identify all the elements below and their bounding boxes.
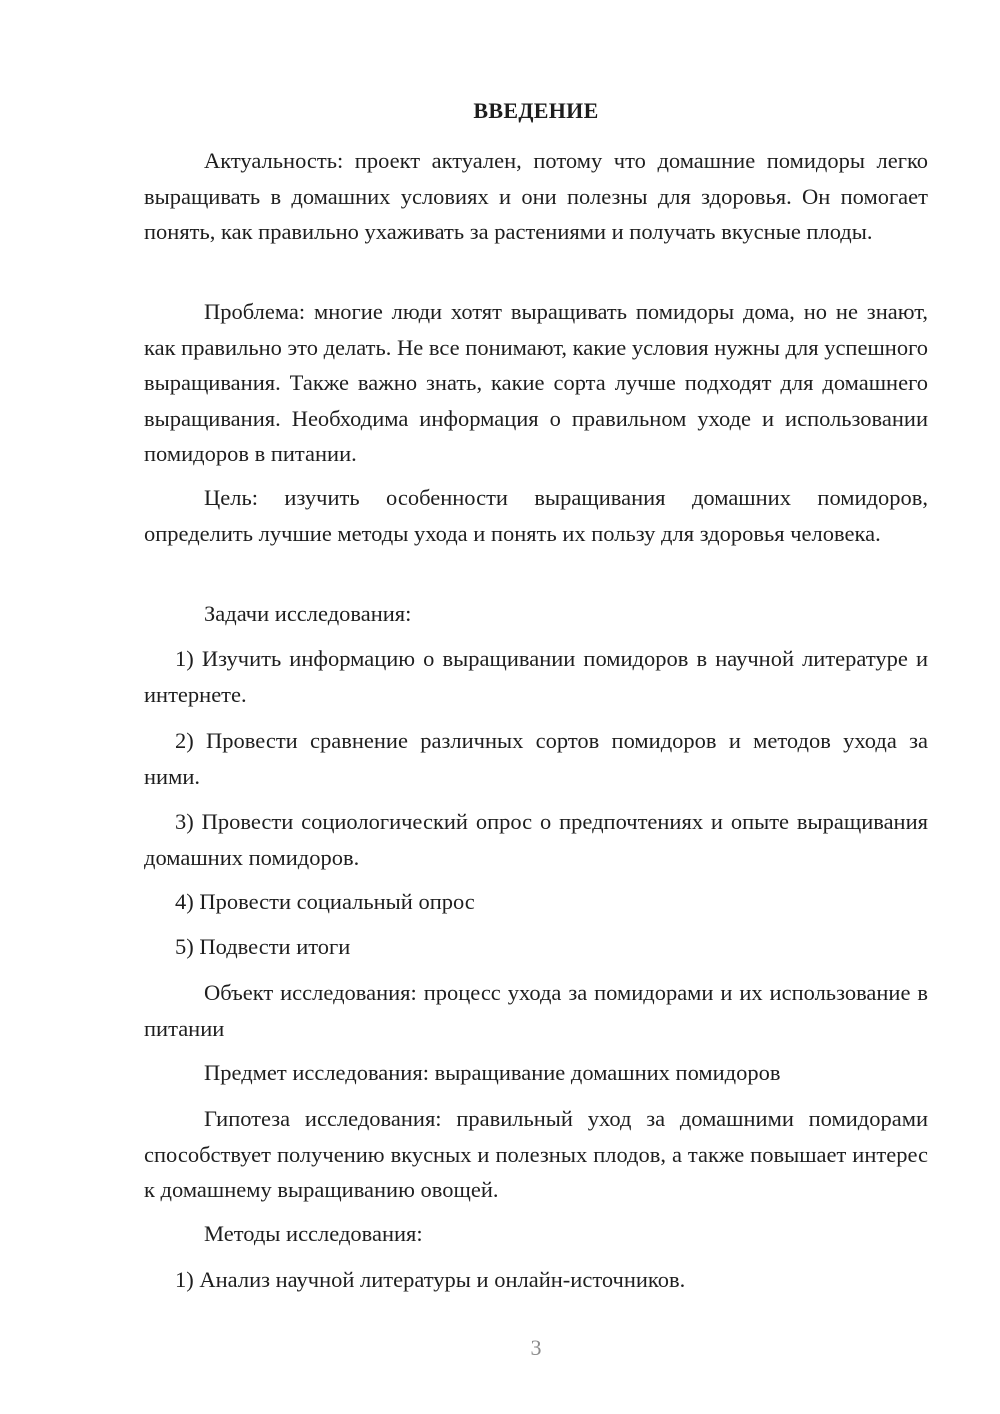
object-paragraph: Объект исследования: процесс ухода за помидорами и их использование в питании	[144, 980, 928, 1041]
problem-paragraph: Проблема: многие люди хотят выращивать помидоры дома, но не знают, как правильно это делать. Не все понимают, какие условия нужны для успешного выращивания. Также важно знать, какие сорта лучше подходят для домашнего выращивания. Необходима информация о правильном уходе и использовании помидоров в питании.	[144, 299, 928, 466]
section-heading: ВВЕДЕНИЕ	[473, 98, 599, 123]
hypothesis-paragraph: Гипотеза исследования: правильный уход за домашними помидорами способствует получению вкусных и полезных плодов, а также повышает интерес к домашнему выращиванию овощей.	[144, 1106, 928, 1202]
task-item-4: 4) Провести социальный опрос	[175, 889, 475, 914]
method-item-1: 1) Анализ научной литературы и онлайн-источников.	[175, 1267, 686, 1292]
task-item-5: 5) Подвести итоги	[175, 934, 351, 959]
goal-paragraph: Цель: изучить особенности выращивания домашних помидоров, определить лучшие методы ухода и понять их пользу для здоровья человека.	[144, 485, 928, 546]
page-number: 3	[530, 1335, 542, 1360]
task-item-2: 2) Провести сравнение различных сортов помидоров и методов ухода за ними.	[144, 728, 928, 789]
tasks-heading: Задачи исследования:	[204, 601, 412, 626]
methods-heading: Методы исследования:	[204, 1221, 423, 1246]
task-item-1: 1) Изучить информацию о выращивании помидоров в научной литературе и интернете.	[144, 646, 928, 707]
task-item-3: 3) Провести социологический опрос о предпочтениях и опыте выращивания домашних помидоров.	[144, 809, 928, 870]
relevance-paragraph: Актуальность: проект актуален, потому что домашние помидоры легко выращивать в домашних условиях и они полезны для здоровья. Он помогает понять, как правильно ухаживать за растениями и получать вкусные плоды.	[144, 148, 928, 244]
subject-paragraph: Предмет исследования: выращивание домашних помидоров	[204, 1060, 781, 1085]
